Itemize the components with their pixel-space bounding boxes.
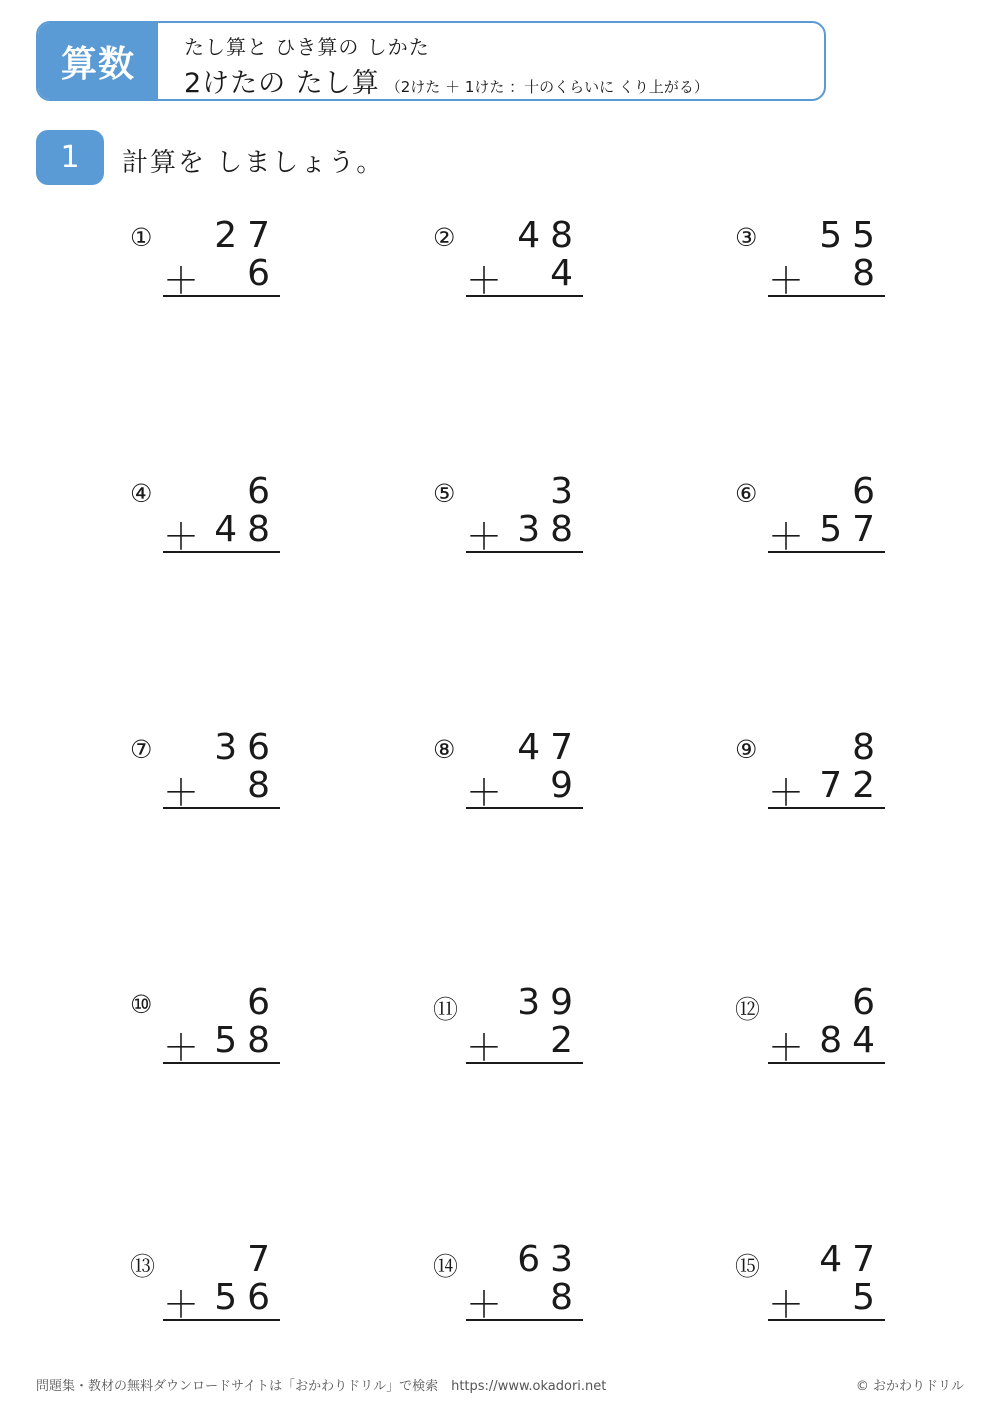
second-operand: 58 bbox=[214, 1020, 280, 1061]
problem-item bbox=[130, 1239, 280, 1329]
second-operand: 57 bbox=[819, 509, 885, 550]
second-operand-row bbox=[163, 1020, 280, 1069]
plus-sign: ＋ bbox=[466, 1028, 503, 1069]
second-operand-row bbox=[163, 1277, 280, 1326]
problem-item bbox=[735, 982, 885, 1072]
footer-site-text: 問題集・教材の無料ダウンロードサイトは「おかわりドリル」で検索 https://www.okadori.net bbox=[36, 1379, 607, 1394]
problem-number: ⑧ bbox=[433, 735, 456, 764]
second-operand: 5 bbox=[830, 1277, 885, 1318]
first-operand: 8 bbox=[852, 727, 885, 768]
second-operand-row bbox=[466, 1020, 583, 1069]
second-operand: 8 bbox=[225, 765, 280, 806]
second-operand: 4 bbox=[528, 253, 583, 294]
plus-sign: ＋ bbox=[466, 261, 503, 302]
problem-number: ④ bbox=[130, 479, 153, 508]
first-operand: 6 bbox=[852, 471, 885, 512]
first-operand: 6 bbox=[247, 982, 280, 1023]
second-operand-row bbox=[768, 765, 885, 814]
first-operand: 36 bbox=[214, 727, 280, 768]
problem-number: ⑫ bbox=[735, 995, 761, 1024]
second-operand: 2 bbox=[528, 1020, 583, 1061]
plus-sign: ＋ bbox=[768, 773, 805, 814]
plus-sign: ＋ bbox=[768, 261, 805, 302]
first-operand: 27 bbox=[214, 215, 280, 256]
second-operand: 8 bbox=[528, 1277, 583, 1318]
second-operand-row bbox=[768, 253, 885, 302]
worksheet-title-main: 2けたの たし算 bbox=[184, 68, 380, 99]
footer-copyright: © おかわりドリル bbox=[855, 1379, 964, 1394]
plus-sign: ＋ bbox=[163, 773, 200, 814]
first-operand: 47 bbox=[517, 727, 583, 768]
second-operand-row bbox=[466, 509, 583, 558]
second-operand-row bbox=[163, 253, 280, 302]
second-operand-row bbox=[163, 509, 280, 558]
problem-item bbox=[735, 215, 885, 305]
second-operand-row bbox=[466, 1277, 583, 1326]
problem-number: ⑩ bbox=[130, 990, 153, 1019]
second-operand: 48 bbox=[214, 509, 280, 550]
problem-item bbox=[735, 471, 885, 561]
problem-item bbox=[735, 1239, 885, 1329]
first-operand: 63 bbox=[517, 1239, 583, 1280]
problem-item bbox=[433, 982, 583, 1072]
second-operand-row bbox=[163, 765, 280, 814]
first-operand: 47 bbox=[819, 1239, 885, 1280]
first-operand: 7 bbox=[247, 1239, 280, 1280]
second-operand-row bbox=[466, 253, 583, 302]
problem-number: ⑮ bbox=[735, 1252, 761, 1281]
first-operand: 55 bbox=[819, 215, 885, 256]
second-operand: 38 bbox=[517, 509, 583, 550]
problem-item bbox=[130, 727, 280, 817]
second-operand: 72 bbox=[819, 765, 885, 806]
problem-number: ⑭ bbox=[433, 1252, 459, 1281]
plus-sign: ＋ bbox=[163, 1028, 200, 1069]
second-operand-row bbox=[768, 509, 885, 558]
problem-item bbox=[433, 1239, 583, 1329]
problem-item bbox=[130, 982, 280, 1072]
instruction-text: 計算を しましょう。 bbox=[122, 148, 385, 178]
problem-item bbox=[130, 471, 280, 561]
first-operand: 3 bbox=[550, 471, 583, 512]
worksheet-title-note: （2けた ＋ 1けた ：十のくらいに くり上がる） bbox=[385, 78, 709, 96]
worksheet-header bbox=[36, 21, 826, 101]
problem-number: ⑥ bbox=[735, 479, 758, 508]
plus-sign: ＋ bbox=[466, 1285, 503, 1326]
plus-sign: ＋ bbox=[163, 1285, 200, 1326]
problem-item bbox=[433, 471, 583, 561]
problem-number: ⑤ bbox=[433, 479, 456, 508]
plus-sign: ＋ bbox=[768, 1285, 805, 1326]
problem-number: ⑬ bbox=[130, 1252, 156, 1281]
plus-sign: ＋ bbox=[466, 773, 503, 814]
second-operand: 84 bbox=[819, 1020, 885, 1061]
section-number-badge: 1 bbox=[36, 130, 104, 185]
problem-item bbox=[433, 727, 583, 817]
problem-number: ③ bbox=[735, 223, 758, 252]
subject-tab: 算数 bbox=[38, 23, 158, 99]
problem-item bbox=[735, 727, 885, 817]
problem-number: ② bbox=[433, 223, 456, 252]
second-operand: 9 bbox=[528, 765, 583, 806]
plus-sign: ＋ bbox=[163, 517, 200, 558]
worksheet-title bbox=[184, 61, 709, 100]
second-operand: 56 bbox=[214, 1277, 280, 1318]
first-operand: 6 bbox=[852, 982, 885, 1023]
first-operand: 6 bbox=[247, 471, 280, 512]
first-operand: 39 bbox=[517, 982, 583, 1023]
problem-number: ⑦ bbox=[130, 735, 153, 764]
first-operand: 48 bbox=[517, 215, 583, 256]
problem-number: ⑨ bbox=[735, 735, 758, 764]
plus-sign: ＋ bbox=[768, 517, 805, 558]
second-operand: 6 bbox=[225, 253, 280, 294]
problem-number: ① bbox=[130, 223, 153, 252]
plus-sign: ＋ bbox=[163, 261, 200, 302]
problem-number: ⑪ bbox=[433, 995, 459, 1024]
second-operand: 8 bbox=[830, 253, 885, 294]
problem-item bbox=[130, 215, 280, 305]
plus-sign: ＋ bbox=[466, 517, 503, 558]
plus-sign: ＋ bbox=[768, 1028, 805, 1069]
second-operand-row bbox=[466, 765, 583, 814]
unit-title: たし算と ひき算の しかた bbox=[184, 35, 430, 59]
problem-item bbox=[433, 215, 583, 305]
second-operand-row bbox=[768, 1277, 885, 1326]
second-operand-row bbox=[768, 1020, 885, 1069]
